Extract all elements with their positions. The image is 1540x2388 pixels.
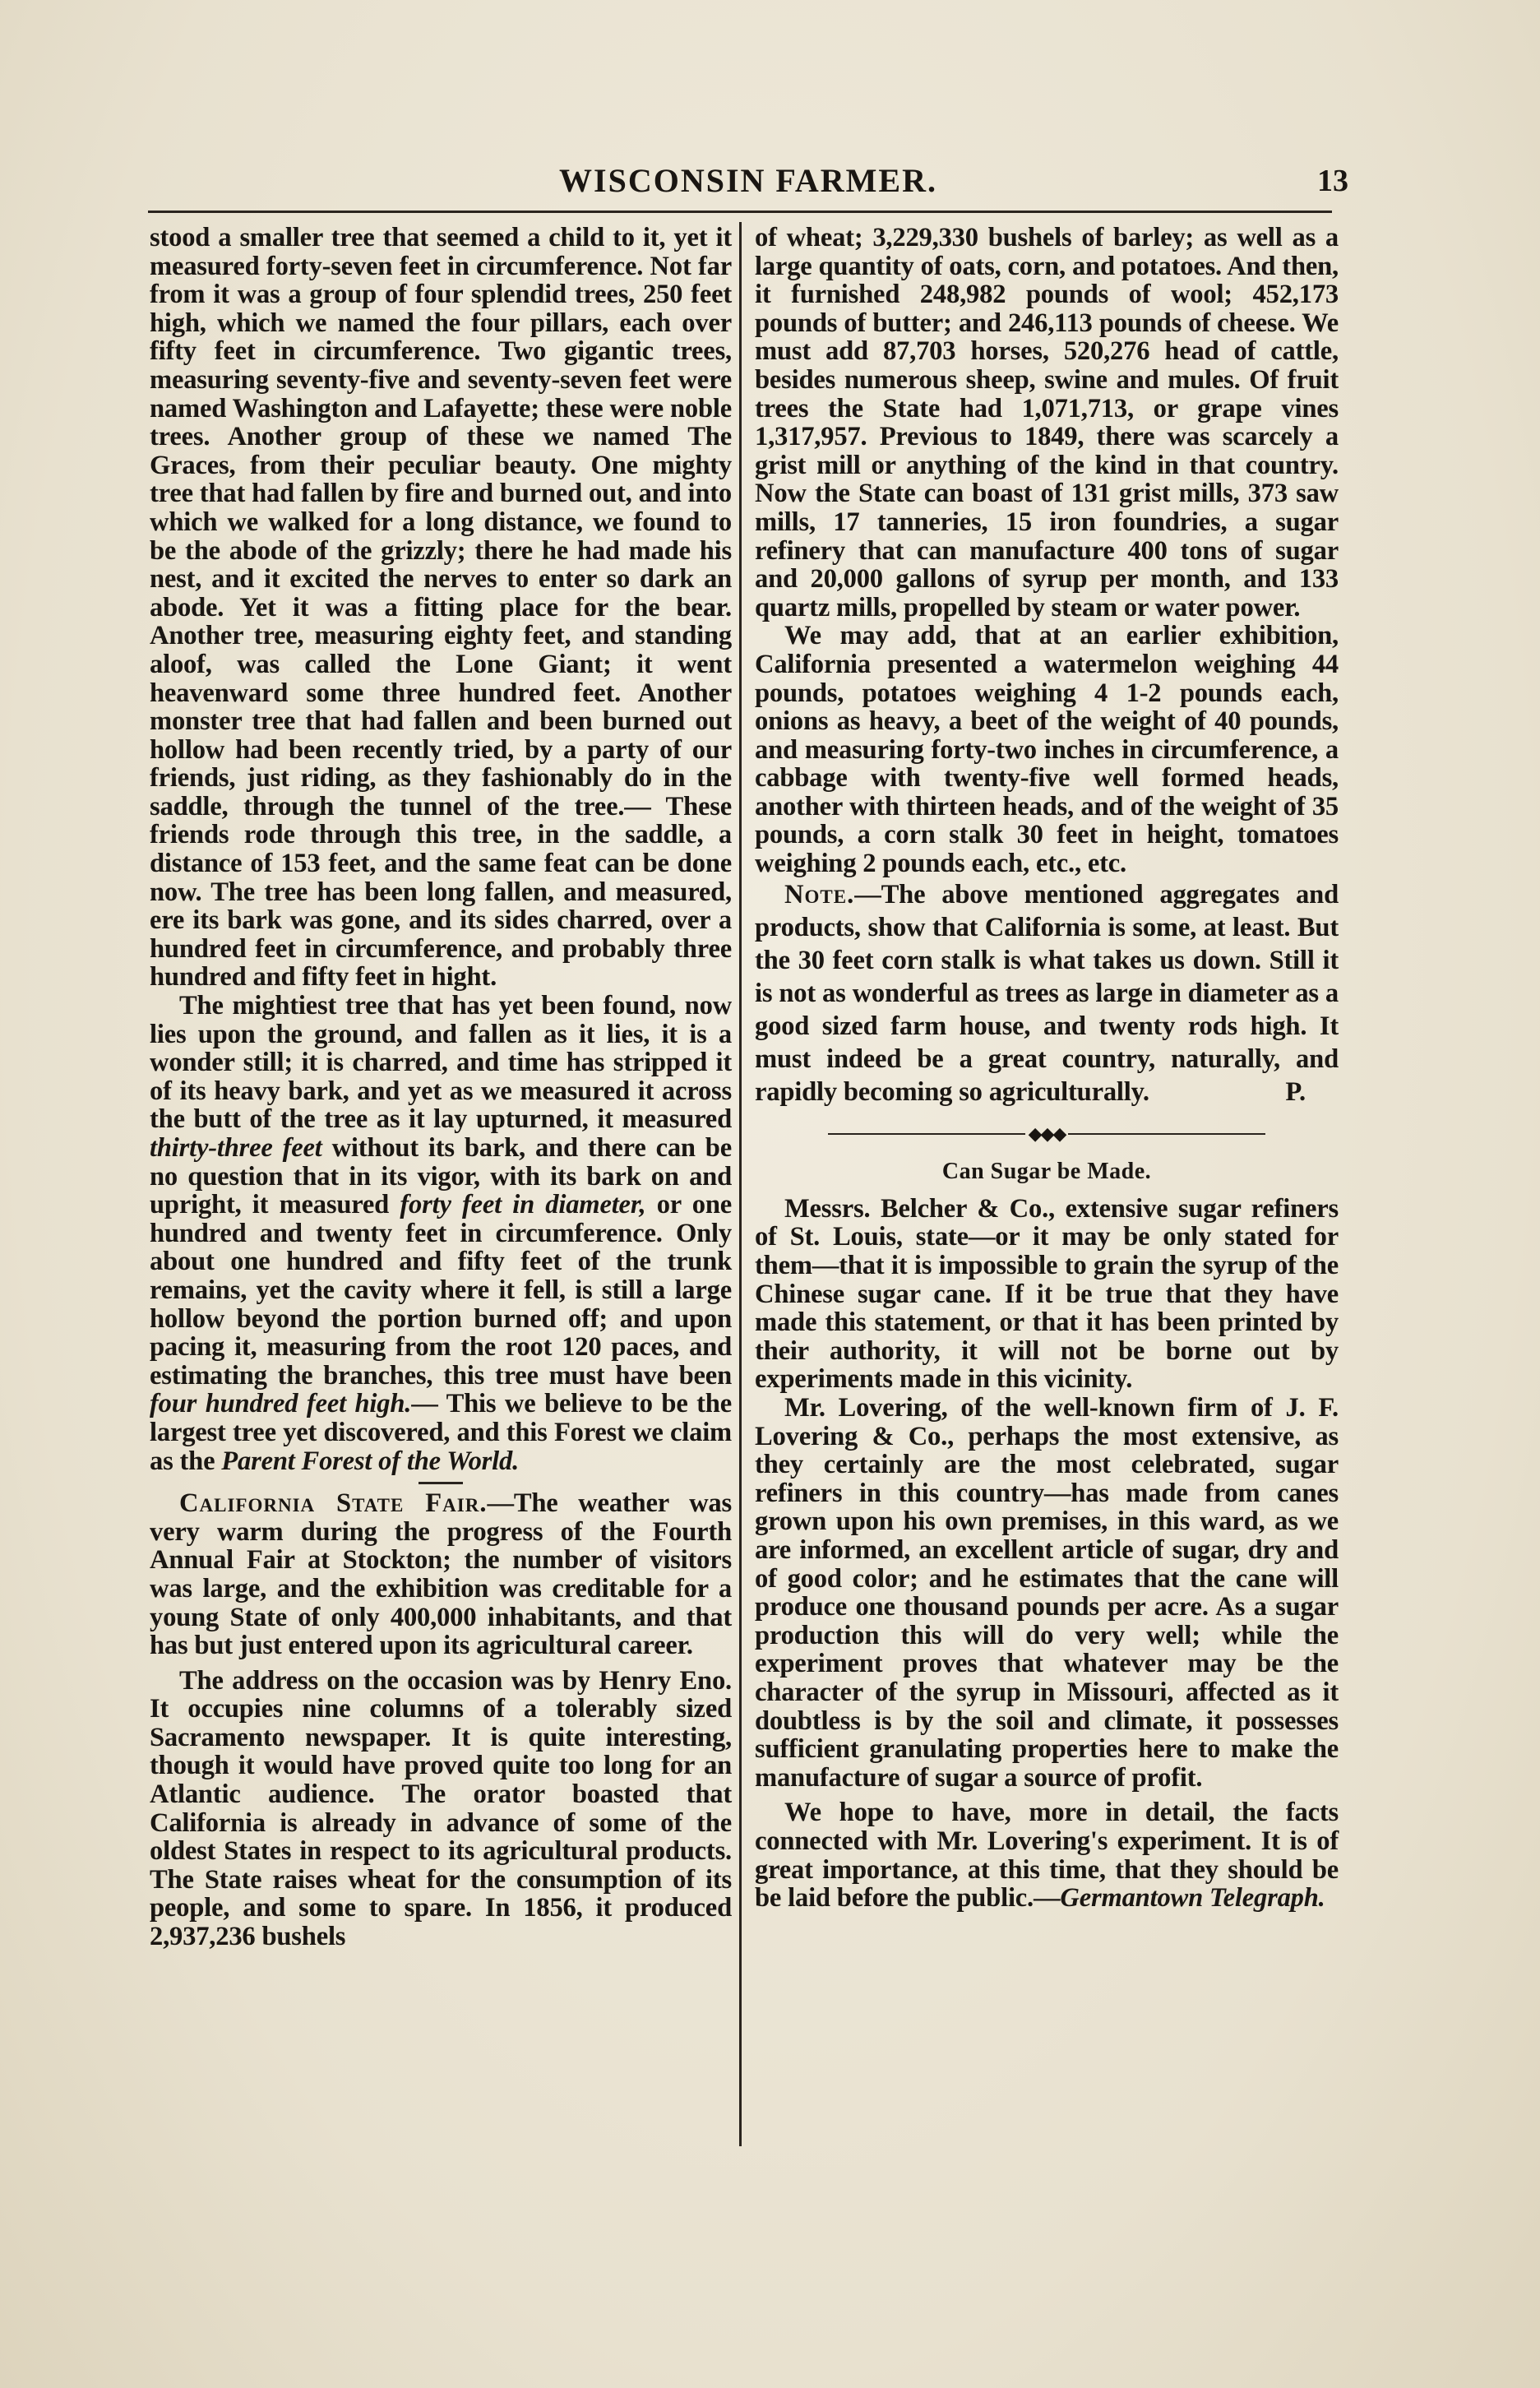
text-run: without its bark, and there can be no question that in its vigor, with its bark on and upright, it measured [150,1133,732,1220]
text-run: of wheat; 3,229,330 bushels of barley; as well as a large quantity of oats, corn, and potatoes. And then, it furnished 248,982 pounds of wool; 452,173 pounds of butter; and 246,113 pounds of cheese. We must add 87,703 horses, 520,276 head of cattle, besides numerous sheep, swine and mules. Of fruit trees the State had 1,071,713, or grape vines 1,317,957. Previous to 1849, there was scarcely a grist mill or anything of the kind in that country. Now the State can boast of 131 grist mills, 373 saw mills, 17 tanneries, 15 iron foundries, a sugar refinery that can manufacture 400 tons of sugar and 20,000 gallons of syrup per month, and 133 quartz mills, propelled by steam or water power. [755,223,1339,622]
paragraph [755,622,1339,877]
text-run: We may add, that at an earlier exhibition, California presented a watermelon weighing 44 pounds, potatoes weighing 4 1-2 pounds each, onions as heavy, a beet of the weight of 40 pounds, and measuring forty-two inches in circumference, a cabbage with twenty-five well formed heads, another with thirteen heads, and of the weight of 35 pounds, a corn stalk 30 feet in height, tomatoes weighing 2 pounds each, etc., etc. [755,621,1339,879]
text-run: or one hundred and twenty feet in circumference. Only about one hundred and fifty feet of the trunk remains, yet the cavity where it fell, is still a large hollow beyond the portion burned off; and upon pacing it, measuring from the root 120 paces, and estimating the branches, this tree must have been [150,1190,733,1391]
text-run: — This we believe to be the largest tree yet discovered, and this Forest we claim as the [150,1389,732,1476]
text-run: —The weather was very warm during the progress of the Fourth Annual Fair at Stockton; the number of visitors was large, and the exhibition was creditable for a young State of only 400,000 inhabitants, and that has but just entered upon its agricultural career. [150,1488,732,1661]
text-run: Messrs. Belcher & Co., extensive sugar refiners of St. Louis, state—or it may be only stated for them—that it is impossible to grain the syrup of the Chinese sugar cane. If it be true that they have made this statement, or that it has been printed by their authority, it will not be borne out by experiments made in this vicinity. [755,1193,1339,1395]
italic-text: four hundred feet high. [150,1389,412,1419]
running-title: WISCONSIN FARMER. [559,162,937,199]
paragraph [755,878,1339,1108]
text-run: We hope to have, more in detail, the facts connected with Mr. Lovering's experiment. It is of great importance, at this time, that they should be be laid before the public.— [755,1798,1339,1914]
section-rule [419,1482,463,1484]
paragraph [150,1667,732,1951]
small-caps-heading: California State Fair. [179,1488,488,1519]
paragraph [150,992,732,1475]
page-header [148,161,1348,211]
paragraph [755,1798,1339,1912]
paragraph [150,1489,732,1660]
paragraph [755,1195,1339,1394]
header-rule [148,211,1332,213]
article-title: Can Sugar be Made. [941,1159,1152,1185]
italic-text: forty feet in diameter, [400,1190,646,1220]
paragraph [755,1394,1339,1792]
italic-text: Germantown Telegraph. [1060,1883,1325,1914]
small-caps-heading: Note. [784,879,855,909]
paragraph [755,224,1339,622]
column-divider [739,222,742,2146]
ornamental-divider: ◆◆◆ [755,1120,1339,1149]
text-run: The address on the occasion was by Henry Eno. It occupies nine columns of a tolerably sized Sacramento newspaper. It is quite interesting, though it would have proved quite too long for an Atlantic audience. The orator boasted that California is already in advance of some of the oldest States in respect to its agricultural products. The State raises wheat for the consumption of its people, and some to spare. In 1856, it produced 2,937,236 bushels [150,1665,732,1952]
italic-text: Parent Forest of the World. [221,1446,520,1476]
text-run: Mr. Lovering, of the well-known firm of J. F. Lovering & Co., perhaps the most extensive, as they certainly are the most celebrated, sugar refiners in this country—has made from canes grown upon his own premises, in this ward, as we are informed, an excellent article of sugar, dry and of good color; and he estimates that the cane will produce one thousand pounds per acre. As a sugar production this will do very well; while the experiment proves that whatever may be the character of the syrup in Missouri, affected as it doubtless is by the soil and climate, it possesses sufficient granulating properties here to make the manufacture of sugar a source of profit. [755,1393,1339,1793]
text-run: —The above mentioned aggregates and products, show that California is some, at least. But the 30 feet corn stalk is what takes us down. Still it is not as wonderful as trees as large in diameter as a good sized farm house, and twenty rods high. It must indeed be a great country, naturally, and rapidly becoming so agriculturally. [755,879,1339,1107]
left-column [150,224,732,1951]
italic-text: thirty-three feet [150,1133,322,1163]
page-number: 13 [1317,164,1348,198]
paragraph [150,224,732,992]
author-initial: P. [1285,1076,1306,1107]
right-column [755,224,1339,1913]
text-run: The mightiest tree that has yet been found, now lies upon the ground, and fallen as it lies, it is a wonder still; it is charred, and time has stripped it of its heavy bark, and yet as we measured it across the butt of the tree as it lay upturned, it measured [150,991,732,1135]
text-run: stood a smaller tree that seemed a child to it, yet it measured forty-seven feet in circumference. Not far from it was a group of four splendid trees, 250 feet high, which we named the four pillars, each over fifty feet in circumference. Two gigantic trees, measuring seventy-five and seventy-seven feet were named Washington and Lafayette; these were noble trees. Another group of these we named The Graces, from their peculiar beauty. One mighty tree that had fallen by fire and burned out, and into which we walked for a long distance, we found to be the abode of the grizzly; there he had made his nest, and it excited the nerves to enter so dark an abode. Yet it was a fitting place for the bear. Another tree, measuring eighty feet, and standing aloof, was called the Lone Giant; it went heavenward some three hundred feet. Another monster tree that had fallen and been burned out hollow had been recently tried, by a party of our friends, just riding, as they fashionably do in the saddle, through the tunnel of the tree.— These friends rode through this tree, in the saddle, a distance of 153 feet, and the same feat can be done now. The tree has been long fallen, and measured, ere its bark was gone, and its sides charred, over a hundred feet in circumference, and probably three hundred and fifty feet in hight. [150,223,732,993]
